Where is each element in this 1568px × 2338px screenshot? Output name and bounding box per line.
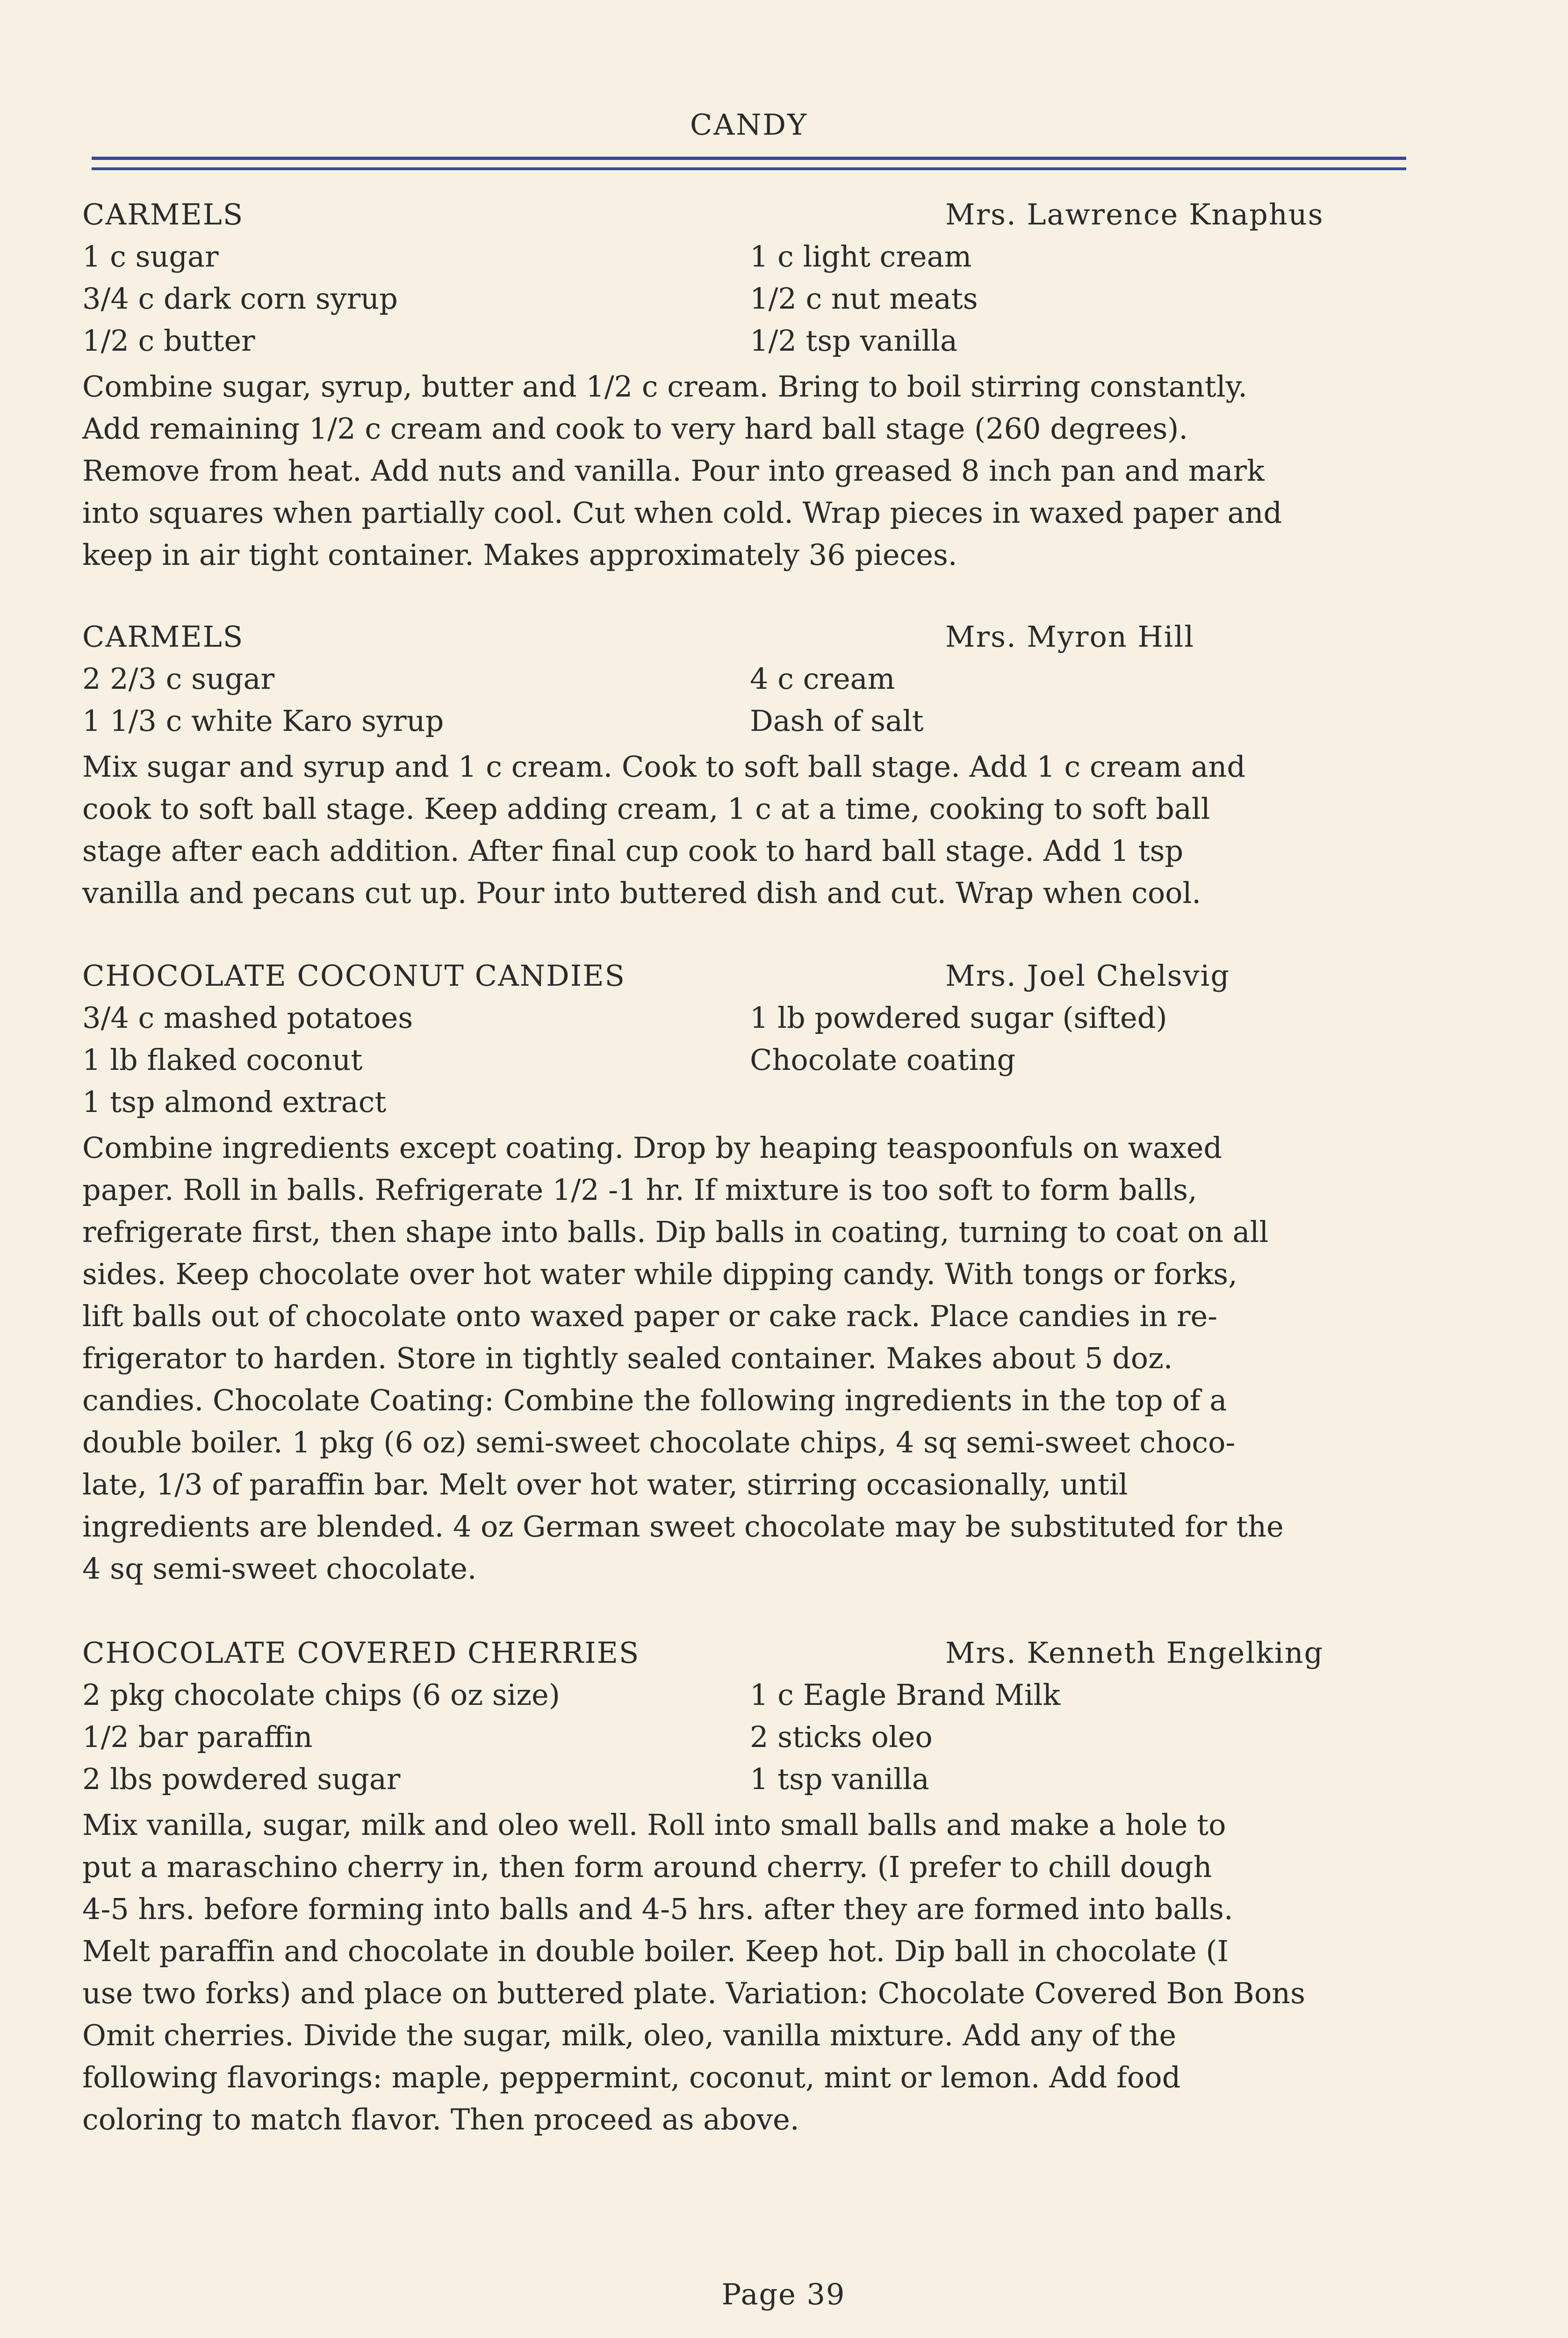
ingredient-row <box>82 324 1475 366</box>
ingredient-row <box>82 239 1475 281</box>
ingredient: 3/4 c mashed potatoes <box>82 1001 413 1035</box>
direction-line: Melt paraffin and chocolate in double boiler. Keep hot. Dip ball in chocolate (I <box>82 1934 1229 1968</box>
direction-line: 4 sq semi-sweet chocolate. <box>82 1551 477 1586</box>
recipe-directions <box>82 1127 1475 1590</box>
recipe-chocolate-coconut-candies <box>82 959 1475 1590</box>
ingredient-row <box>82 1001 1475 1043</box>
direction-line: lift balls out of chocolate onto waxed paper or cake rack. Place candies in re- <box>82 1299 1218 1333</box>
direction-line: late, 1/3 of paraffin bar. Melt over hot water, stirring occasionally, until <box>82 1467 1128 1501</box>
direction-line: 4-5 hrs. before forming into balls and 4-5 hrs. after they are formed into balls. <box>82 1892 1233 1926</box>
ingredient: 1 c Eagle Brand Milk <box>750 1678 1060 1712</box>
ingredient: 1/2 c nut meats <box>750 281 978 316</box>
ingredient: 1 lb powdered sugar (sifted) <box>750 1001 1167 1035</box>
recipe-title: CARMELS <box>82 197 244 231</box>
ingredient: 1 lb flaked coconut <box>82 1043 363 1077</box>
direction-line: into squares when partially cool. Cut when cold. Wrap pieces in waxed paper and <box>82 496 1282 530</box>
ingredient-list <box>82 1678 1475 1804</box>
recipe-carmels-knaphus <box>82 197 1475 576</box>
ingredient: 1 tsp vanilla <box>750 1762 929 1796</box>
recipe-directions <box>82 366 1475 576</box>
recipe-author: Mrs. Lawrence Knaphus <box>945 197 1324 231</box>
ingredient: Chocolate coating <box>750 1043 1016 1077</box>
direction-line: sides. Keep chocolate over hot water while dipping candy. With tongs or forks, <box>82 1257 1237 1291</box>
ingredient: 1/2 bar paraffin <box>82 1720 313 1754</box>
page-title: CANDY <box>690 108 808 142</box>
direction-line: keep in air tight container. Makes approximately 36 pieces. <box>82 538 957 572</box>
recipe-title: CHOCOLATE COCONUT CANDIES <box>82 959 626 993</box>
ingredient-row <box>82 704 1475 746</box>
ingredient-row <box>82 1085 1475 1127</box>
ingredient: 4 c cream <box>750 662 895 696</box>
ingredient-list <box>82 662 1475 746</box>
ingredient: 1 1/3 c white Karo syrup <box>82 704 444 738</box>
recipe-chocolate-covered-cherries <box>82 1636 1475 2141</box>
direction-line: Omit cherries. Divide the sugar, milk, oleo, vanilla mixture. Add any of the <box>82 2018 1177 2052</box>
ingredient: 1 c light cream <box>750 239 972 274</box>
ingredient-row <box>82 1762 1475 1804</box>
recipe-author: Mrs. Kenneth Engelking <box>945 1636 1324 1670</box>
direction-line: ingredients are blended. 4 oz German sweet chocolate may be substituted for the <box>82 1509 1284 1544</box>
direction-line: stage after each addition. After final cup cook to hard ball stage. Add 1 tsp <box>82 834 1184 868</box>
direction-line: paper. Roll in balls. Refrigerate 1/2 -1 hr. If mixture is too soft to form balls, <box>82 1173 1197 1207</box>
ingredient-row <box>82 1678 1475 1720</box>
direction-line: Combine ingredients except coating. Drop by heaping teaspoonfuls on waxed <box>82 1131 1223 1165</box>
recipe-author: Mrs. Joel Chelsvig <box>945 959 1230 993</box>
direction-line: use two forks) and place on buttered plate. Variation: Chocolate Covered Bon Bons <box>82 1976 1305 2010</box>
ingredient: 3/4 c dark corn syrup <box>82 281 398 316</box>
ingredient: 1 tsp almond extract <box>82 1085 387 1119</box>
recipe-title: CHOCOLATE COVERED CHERRIES <box>82 1636 640 1670</box>
ingredient: 1/2 c butter <box>82 324 255 358</box>
ingredient: 2 sticks oleo <box>750 1720 933 1754</box>
direction-line: candies. Chocolate Coating: Combine the following ingredients in the top of a <box>82 1383 1227 1417</box>
direction-line: following flavorings: maple, peppermint, coconut, mint or lemon. Add food <box>82 2060 1181 2094</box>
direction-line: Add remaining 1/2 c cream and cook to very hard ball stage (260 degrees). <box>82 411 1188 446</box>
recipe-title: CARMELS <box>82 620 244 654</box>
direction-line: Remove from heat. Add nuts and vanilla. Pour into greased 8 inch pan and mark <box>82 454 1265 488</box>
recipe-directions <box>82 1804 1475 2141</box>
recipe-directions <box>82 746 1475 914</box>
ingredient-row <box>82 1720 1475 1762</box>
direction-line: cook to soft ball stage. Keep adding cream, 1 c at a time, cooking to soft ball <box>82 792 1210 826</box>
direction-line: put a maraschino cherry in, then form around cherry. (I prefer to chill dough <box>82 1850 1212 1884</box>
direction-line: Combine sugar, syrup, butter and 1/2 c cream. Bring to boil stirring constantly. <box>82 369 1248 404</box>
ingredient-list <box>82 1001 1475 1127</box>
direction-line: refrigerate first, then shape into balls. Dip balls in coating, turning to coat on all <box>82 1215 1269 1249</box>
title-rule-bottom <box>92 167 1406 170</box>
ingredient: 1/2 tsp vanilla <box>750 324 957 358</box>
ingredient-row <box>82 281 1475 324</box>
direction-line: frigerator to harden. Store in tightly sealed container. Makes about 5 doz. <box>82 1341 1173 1375</box>
ingredient: 1 c sugar <box>82 239 219 274</box>
ingredient-row <box>82 662 1475 704</box>
ingredient-list <box>82 239 1475 366</box>
ingredient: 2 2/3 c sugar <box>82 662 275 696</box>
direction-line: Mix vanilla, sugar, milk and oleo well. Roll into small balls and make a hole to <box>82 1808 1226 1842</box>
ingredient: Dash of salt <box>750 704 924 738</box>
ingredient: 2 pkg chocolate chips (6 oz size) <box>82 1678 560 1712</box>
direction-line: Mix sugar and syrup and 1 c cream. Cook to soft ball stage. Add 1 c cream and <box>82 750 1246 784</box>
recipe-author: Mrs. Myron Hill <box>945 620 1195 654</box>
ingredient: 2 lbs powdered sugar <box>82 1762 401 1796</box>
recipe-carmels-hill <box>82 620 1475 914</box>
title-rule-top <box>92 157 1406 160</box>
direction-line: coloring to match flavor. Then proceed as above. <box>82 2102 799 2136</box>
page-number: Page 39 <box>721 2277 846 2311</box>
direction-line: double boiler. 1 pkg (6 oz) semi-sweet chocolate chips, 4 sq semi-sweet choco- <box>82 1425 1236 1459</box>
ingredient-row <box>82 1043 1475 1085</box>
direction-line: vanilla and pecans cut up. Pour into buttered dish and cut. Wrap when cool. <box>82 876 1201 910</box>
